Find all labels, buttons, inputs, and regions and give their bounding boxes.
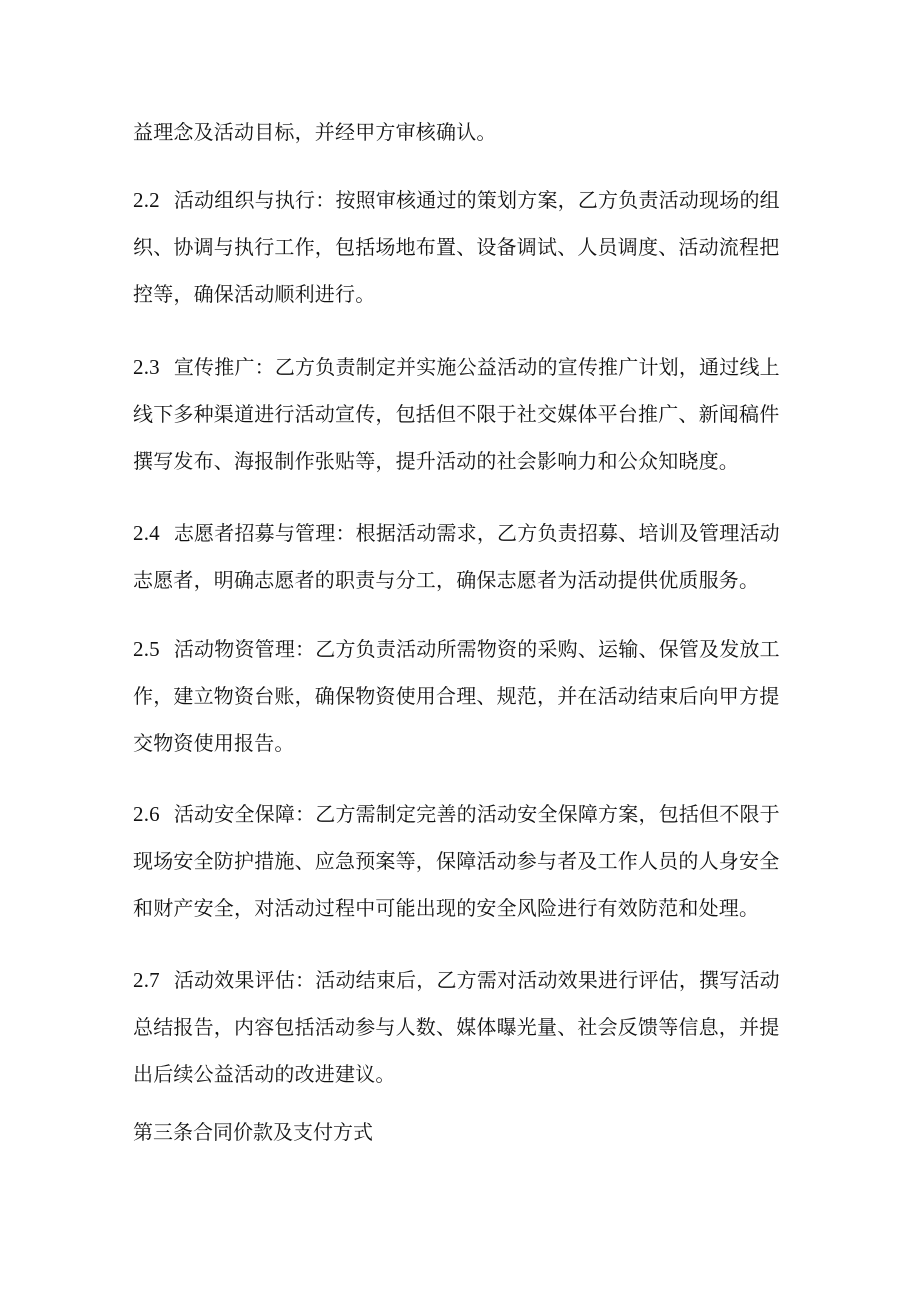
paragraph-line: 撰写发布、海报制作张贴等，提升活动的社会影响力和公众知晓度。: [133, 449, 739, 473]
paragraph-line: 出后续公益活动的改进建议。: [133, 1062, 396, 1086]
paragraph-2-3: [133, 344, 793, 485]
paragraph-line-text: 活动效果评估：活动结束后，乙方需对活动效果进行评估，撰写活动: [173, 968, 780, 992]
paragraph-line-text: 志愿者招募与管理：根据活动需求，乙方负责招募、培训及管理活动: [173, 521, 780, 545]
clause-number: 2.3: [133, 355, 160, 379]
paragraph-line: 志愿者，明确志愿者的职责与分工，确保志愿者为活动提供优质服务。: [133, 568, 760, 592]
paragraph-line: [133, 344, 793, 391]
paragraph-line: [133, 510, 793, 557]
paragraph-line: 线下多种渠道进行活动宣传，包括但不限于社交媒体平台推广、新闻稿件: [133, 402, 780, 426]
paragraph-line: 和财产安全，对活动过程中可能出现的安全风险进行有效防范和处理。: [133, 896, 760, 920]
paragraph-line: 现场安全防护措施、应急预案等，保障活动参与者及工作人员的人身安全: [133, 849, 780, 873]
paragraph-line: 总结报告，内容包括活动参与人数、媒体曝光量、社会反馈等信息，并提: [133, 1015, 780, 1039]
paragraph-2-7: [133, 957, 793, 1098]
paragraph-line: [133, 177, 793, 224]
paragraph-line-text: 活动组织与执行：按照审核通过的策划方案，乙方负责活动现场的组: [173, 188, 780, 212]
paragraph-line: 控等，确保活动顺利进行。: [133, 282, 376, 306]
paragraph-line: 织、协调与执行工作，包括场地布置、设备调试、人员调度、活动流程把: [133, 235, 780, 259]
paragraph-line: [133, 626, 793, 673]
clause-number: 2.6: [133, 802, 160, 826]
paragraph-line-text: 活动安全保障：乙方需制定完善的活动安全保障方案，包括但不限于: [173, 802, 780, 826]
paragraph-2-5: [133, 626, 793, 767]
paragraph-line-text: 宣传推广：乙方负责制定并实施公益活动的宣传推广计划，通过线上: [173, 355, 780, 379]
paragraph-line: 益理念及活动目标，并经甲方审核确认。: [133, 120, 497, 144]
clause-number: 2.5: [133, 637, 160, 661]
clause-number: 2.4: [133, 521, 160, 545]
section-heading: 第三条合同价款及支付方式: [133, 1120, 373, 1144]
paragraph-continuation: [133, 109, 793, 156]
paragraph-2-6: [133, 791, 793, 932]
paragraph-line: 作，建立物资台账，确保物资使用合理、规范，并在活动结束后向甲方提: [133, 684, 780, 708]
clause-number: 2.7: [133, 968, 160, 992]
clause-number: 2.2: [133, 188, 160, 212]
paragraph-line-text: 活动物资管理：乙方负责活动所需物资的采购、运输、保管及发放工: [173, 637, 780, 661]
paragraph-line: [133, 791, 793, 838]
paragraph-2-4: [133, 510, 793, 604]
paragraph-line: 交物资使用报告。: [133, 731, 295, 755]
paragraph-2-2: [133, 177, 793, 318]
paragraph-line: [133, 957, 793, 1004]
